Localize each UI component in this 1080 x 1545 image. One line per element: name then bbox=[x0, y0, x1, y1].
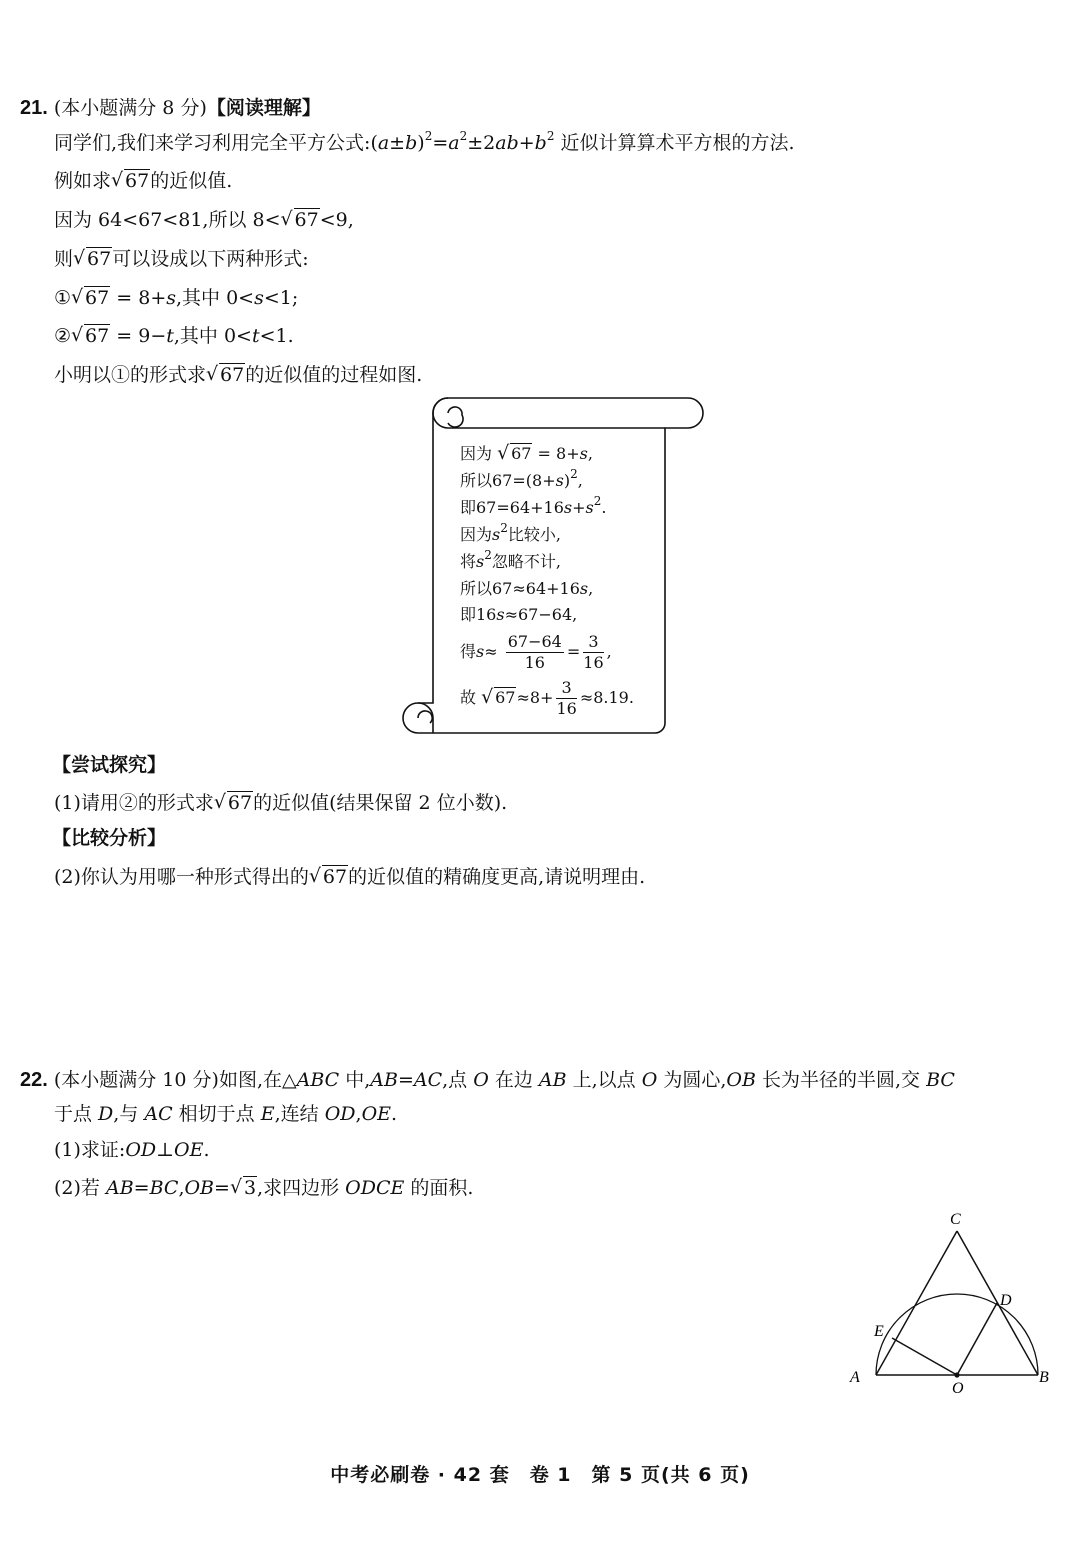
r3-a: 即67=64+16 bbox=[460, 498, 564, 517]
formula-ab2: ab bbox=[495, 132, 519, 154]
q22-l2-a: 于点 bbox=[54, 1103, 99, 1125]
q22-p2-eq: = bbox=[133, 1177, 150, 1199]
sqrt-67 bbox=[74, 246, 112, 272]
perp-symbol: ⊥ bbox=[156, 1139, 175, 1161]
q22-l2-comma: , bbox=[355, 1103, 362, 1125]
q21-intro-text: 同学们,我们来学习利用完全平方公式:( bbox=[54, 132, 378, 154]
sqrt-67 bbox=[72, 285, 110, 311]
r2-b: ) bbox=[563, 471, 571, 490]
q21-example bbox=[54, 168, 232, 194]
form2-mid: = 9− bbox=[110, 325, 167, 347]
var-s: s bbox=[492, 525, 501, 544]
seg-oe: OE bbox=[174, 1139, 204, 1161]
q22-p2-eq2: = bbox=[214, 1177, 230, 1199]
seg-od: OD bbox=[125, 1139, 157, 1161]
var-s: s bbox=[476, 642, 485, 661]
r4-b: 比较小, bbox=[507, 525, 561, 544]
sqrt-67 bbox=[72, 323, 110, 349]
formula-a2: 2 bbox=[459, 128, 468, 143]
q21-bounds bbox=[54, 207, 354, 233]
radicand: 67 bbox=[511, 444, 532, 463]
q22-p1-a: (1)求证: bbox=[54, 1139, 126, 1161]
segment-ac bbox=[876, 1231, 957, 1375]
sqrt-67 bbox=[498, 443, 532, 465]
segment-od bbox=[957, 1303, 997, 1375]
bounds-after: <9, bbox=[319, 209, 354, 231]
pt-o: O bbox=[641, 1069, 658, 1091]
seg-bc: BC bbox=[149, 1177, 179, 1199]
var-s: s bbox=[555, 471, 564, 490]
seg-bc: BC bbox=[926, 1069, 955, 1091]
process-before: 小明以①的形式求 bbox=[54, 364, 207, 386]
circle-2: ② bbox=[54, 325, 72, 347]
r5-sq: 2 bbox=[484, 547, 492, 562]
var-s: s bbox=[496, 605, 505, 624]
label-e: E bbox=[874, 1323, 884, 1340]
radicand: 67 bbox=[220, 364, 245, 386]
compare-tag: 【比较分析】 bbox=[52, 827, 167, 849]
seg-ob: OB bbox=[184, 1177, 215, 1199]
r2-c: , bbox=[577, 471, 583, 490]
formula-pm: ±2 bbox=[467, 132, 496, 154]
seg-ab: AB bbox=[538, 1069, 567, 1091]
label-a: A bbox=[850, 1369, 860, 1386]
r5-a: 将 bbox=[460, 552, 477, 571]
label-b: B bbox=[1039, 1369, 1049, 1386]
triangle-abc: ABC bbox=[296, 1069, 340, 1091]
sqrt-3 bbox=[231, 1175, 257, 1201]
formula-b: b bbox=[534, 132, 547, 154]
var-t: t bbox=[251, 325, 260, 347]
scroll-row-5 bbox=[460, 547, 561, 573]
geometry-figure bbox=[840, 1205, 1060, 1405]
frac-num: 3 bbox=[556, 678, 576, 699]
radicand: 67 bbox=[495, 688, 516, 707]
formula-plus: + bbox=[518, 132, 535, 154]
var-s: s bbox=[166, 287, 177, 309]
scroll-row-1 bbox=[460, 443, 593, 465]
q22-p2-a: (2)若 bbox=[54, 1177, 106, 1199]
pt-e: E bbox=[260, 1103, 275, 1125]
r2-a: 所以67=(8+ bbox=[460, 471, 556, 490]
quad-odce: ODCE bbox=[345, 1177, 405, 1199]
seg-od: OD bbox=[324, 1103, 356, 1125]
q22-line-1 bbox=[20, 1067, 955, 1093]
seg-ab: AB bbox=[105, 1177, 134, 1199]
r8-eq: = bbox=[566, 642, 581, 661]
q21-process-intro bbox=[54, 362, 422, 388]
scroll-row-6 bbox=[460, 578, 593, 600]
sqrt-67 bbox=[112, 168, 150, 194]
sqrt-67 bbox=[207, 362, 245, 388]
frac-den: 16 bbox=[524, 653, 545, 672]
q22-l2-b: ,与 bbox=[113, 1103, 145, 1125]
q22-l2-end: . bbox=[391, 1103, 398, 1125]
r7-a: 即16 bbox=[460, 605, 497, 624]
example-after: 的近似值. bbox=[150, 170, 233, 192]
form1-mid: = 8+ bbox=[110, 287, 167, 309]
r3-c: . bbox=[601, 498, 607, 517]
formula-eq: = bbox=[432, 132, 449, 154]
radicand: 67 bbox=[125, 170, 150, 192]
q22-l1-a: (本小题满分 10 分)如图,在△ bbox=[53, 1069, 297, 1091]
formula-ab: a±b bbox=[377, 132, 418, 154]
q22-l1-f: 上,以点 bbox=[566, 1069, 642, 1091]
var-s: s bbox=[476, 552, 485, 571]
q22-number: 22. bbox=[20, 1069, 48, 1091]
q22-l1-g: 为圆心, bbox=[657, 1069, 727, 1091]
r4-a: 因为 bbox=[460, 525, 493, 544]
label-c: C bbox=[950, 1211, 961, 1228]
r8-a: 得 bbox=[460, 642, 477, 661]
r9-c: ≈8.19. bbox=[579, 688, 634, 707]
scroll-row-2 bbox=[460, 466, 583, 492]
form2-cond-end: <1. bbox=[259, 325, 294, 347]
r5-b: 忽略不计, bbox=[491, 552, 561, 571]
seg-ab: AB bbox=[370, 1069, 398, 1091]
var-s: s bbox=[254, 287, 264, 309]
fraction-3-over-16 bbox=[556, 678, 576, 719]
frac-num: 3 bbox=[583, 632, 603, 653]
radicand: 67 bbox=[227, 792, 253, 814]
r1-a: 因为 bbox=[460, 444, 498, 463]
scroll-row-8 bbox=[460, 632, 612, 673]
q21-form2 bbox=[54, 323, 294, 349]
segment-oe bbox=[892, 1338, 957, 1375]
r6-a: 所以67≈64+16 bbox=[460, 579, 580, 598]
q21-number: 21. bbox=[20, 97, 48, 119]
process-after: 的近似值的过程如图. bbox=[245, 364, 423, 386]
formula-paren: ) bbox=[417, 132, 425, 154]
circle-1: ① bbox=[54, 287, 72, 309]
formula-a: a bbox=[448, 132, 460, 154]
seg-ac: AC bbox=[413, 1069, 443, 1091]
q22-line-2 bbox=[54, 1101, 397, 1127]
scroll-row-7 bbox=[460, 604, 577, 626]
r1-c: , bbox=[587, 444, 593, 463]
q22-p2-tail: 的面积. bbox=[404, 1177, 474, 1199]
form2-cond: ,其中 0< bbox=[173, 325, 252, 347]
q22-l2-d: ,连结 bbox=[274, 1103, 325, 1125]
label-d: D bbox=[1000, 1292, 1012, 1309]
frac-den: 16 bbox=[556, 699, 577, 718]
label-o: O bbox=[952, 1380, 964, 1397]
radicand: 67 bbox=[87, 248, 112, 270]
part2-after: 的近似值的精确度更高,请说明理由. bbox=[348, 866, 646, 888]
formula-b2: 2 bbox=[546, 128, 555, 143]
r2-sq: 2 bbox=[570, 466, 578, 481]
pt-d: D bbox=[98, 1103, 114, 1125]
r9-b: ≈8+ bbox=[516, 688, 554, 707]
radicand: 3 bbox=[243, 1177, 257, 1199]
part1-before: (1)请用②的形式求 bbox=[54, 792, 214, 814]
q22-p2-comma: , bbox=[178, 1177, 185, 1199]
part2-before: (2)你认为用哪一种形式得出的 bbox=[54, 866, 309, 888]
q22-part1 bbox=[54, 1137, 210, 1163]
var-t: t bbox=[166, 325, 174, 347]
q21-header bbox=[20, 95, 321, 121]
var-s: s bbox=[579, 444, 588, 463]
q21-intro bbox=[54, 130, 795, 156]
r3-sq: 2 bbox=[593, 493, 602, 508]
radicand: 67 bbox=[85, 287, 110, 309]
q21-tag: 【阅读理解】 bbox=[206, 97, 321, 119]
form1-cond-end: <1; bbox=[263, 287, 299, 309]
seg-oe: OE bbox=[361, 1103, 392, 1125]
var-s: s bbox=[579, 579, 589, 598]
r9-a: 故 bbox=[460, 688, 482, 707]
r1-b: = 8+ bbox=[532, 444, 580, 463]
r3-b: + bbox=[572, 498, 586, 517]
r7-b: ≈67−64, bbox=[504, 605, 578, 624]
q22-l1-d: ,点 bbox=[442, 1069, 474, 1091]
q22-l2-c: 相切于点 bbox=[172, 1103, 261, 1125]
q22-l1-e: 在边 bbox=[488, 1069, 539, 1091]
sqrt-67 bbox=[482, 687, 516, 709]
sqrt-67 bbox=[282, 207, 320, 233]
q21-part2 bbox=[54, 864, 645, 890]
q22-p1-end: . bbox=[203, 1139, 210, 1161]
seg-ob: OB bbox=[726, 1069, 756, 1091]
q22-part2 bbox=[54, 1175, 473, 1201]
q21-part1 bbox=[54, 790, 507, 816]
form1-cond: ,其中 0< bbox=[176, 287, 255, 309]
r6-b: , bbox=[588, 579, 594, 598]
q21-form1 bbox=[54, 285, 298, 311]
frac-num: 67−64 bbox=[507, 632, 562, 651]
q21-forms-intro bbox=[54, 246, 309, 272]
q21-score: (本小题满分 8 分) bbox=[53, 97, 207, 119]
var-s: s bbox=[585, 498, 594, 517]
sqrt-67 bbox=[310, 864, 348, 890]
q21-intro-after: 近似计算算术平方根的方法. bbox=[554, 132, 795, 154]
forms-before: 则 bbox=[54, 248, 74, 270]
scroll-row-4 bbox=[460, 520, 561, 546]
formula-sq: 2 bbox=[424, 128, 433, 143]
r8-end: , bbox=[606, 642, 612, 661]
center-point bbox=[954, 1372, 959, 1377]
q22-l1-c: = bbox=[397, 1069, 414, 1091]
frac-den: 16 bbox=[583, 653, 604, 672]
pt-o: O bbox=[473, 1069, 489, 1091]
r8-approx: ≈ bbox=[484, 642, 498, 661]
part1-after: 的近似值(结果保留 2 位小数). bbox=[253, 792, 508, 814]
fraction-3-over-16 bbox=[583, 632, 603, 673]
sqrt-67 bbox=[215, 790, 253, 816]
scroll-row-9 bbox=[460, 678, 634, 719]
seg-ac: AC bbox=[144, 1103, 173, 1125]
radicand: 67 bbox=[294, 209, 319, 231]
var-s: s bbox=[563, 498, 573, 517]
q22-l1-b: 中, bbox=[339, 1069, 371, 1091]
r4-sq: 2 bbox=[500, 520, 508, 535]
example-before: 例如求 bbox=[54, 170, 112, 192]
semicircle bbox=[876, 1294, 1038, 1375]
bounds-before: 因为 64<67<81,所以 8< bbox=[54, 209, 281, 231]
q22-p2-end: ,求四边形 bbox=[257, 1177, 346, 1199]
radicand: 67 bbox=[322, 866, 348, 888]
try-explore-tag: 【尝试探究】 bbox=[52, 754, 167, 776]
radicand: 67 bbox=[85, 325, 110, 347]
page-footer: 中考必刷卷 · 42 套 卷 1 第 5 页(共 6 页) bbox=[330, 1464, 750, 1486]
forms-after: 可以设成以下两种形式: bbox=[112, 248, 309, 270]
scroll-row-3 bbox=[460, 493, 607, 519]
fraction-67-64-over-16 bbox=[506, 632, 564, 673]
q22-l1-h: 长为半径的半圆,交 bbox=[755, 1069, 927, 1091]
